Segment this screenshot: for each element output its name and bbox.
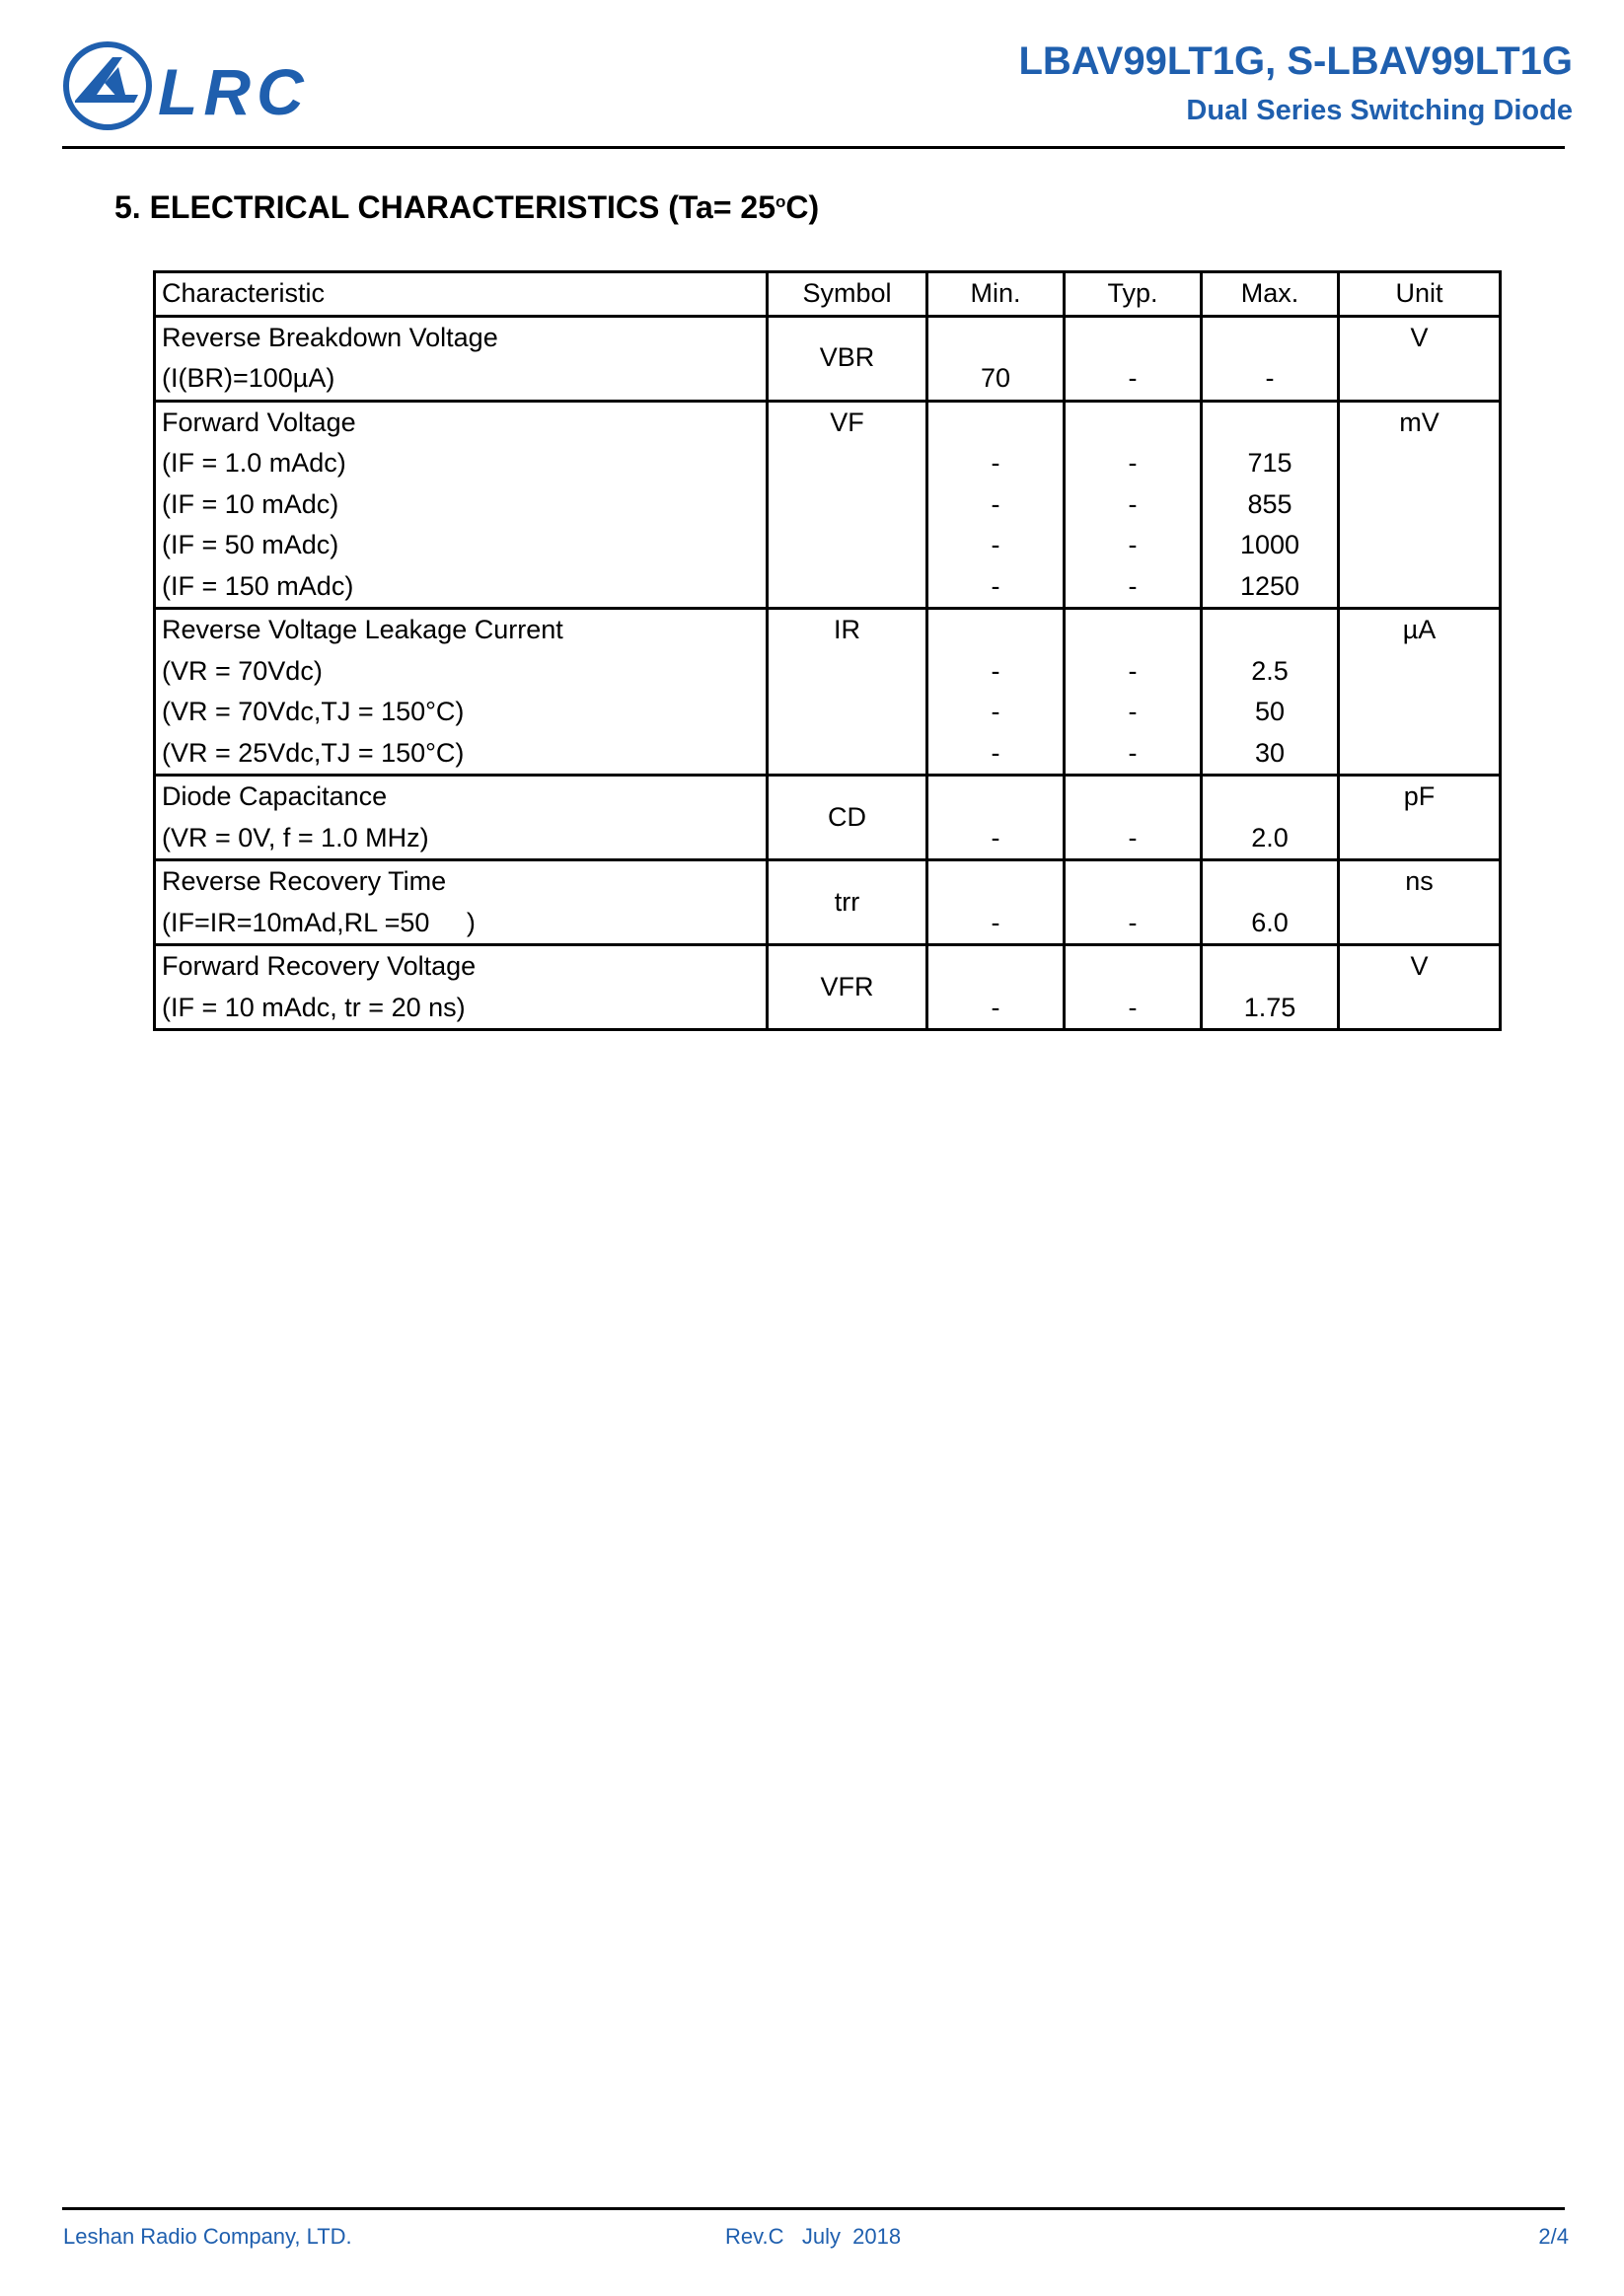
max-value (1203, 946, 1337, 988)
unit-cell (1339, 860, 1501, 945)
characteristic-cell (155, 860, 768, 945)
max-cell (1202, 945, 1339, 1030)
min-cell (927, 316, 1065, 401)
typ-value: - (1128, 822, 1138, 852)
table-row (155, 945, 1501, 1030)
unit-cell (1339, 316, 1501, 401)
min-value (928, 318, 1063, 359)
table-row (155, 860, 1501, 945)
min-value: - (991, 655, 1000, 686)
symbol-value: VFR (820, 971, 874, 1001)
min-value: - (991, 992, 1000, 1022)
symbol-value: IR (834, 615, 860, 644)
characteristic-label: Forward Voltage (162, 407, 356, 437)
max-value: 2.5 (1251, 655, 1289, 686)
footer-company: Leshan Radio Company, LTD. (63, 2224, 352, 2249)
characteristic-label: Reverse Breakdown Voltage (162, 322, 498, 352)
max-value: 855 (1247, 488, 1292, 519)
min-value (928, 861, 1063, 903)
min-value: - (991, 697, 1000, 726)
typ-value: - (1128, 655, 1138, 686)
typ-value (1066, 610, 1200, 651)
condition-label: (VR = 70Vdc) (162, 655, 323, 686)
typ-value (1066, 318, 1200, 359)
footer-page-number: 2/4 (1538, 2224, 1569, 2249)
symbol-cell (768, 609, 927, 776)
typ-cell (1065, 945, 1202, 1030)
characteristic-label: Reverse Recovery Time (162, 866, 447, 896)
condition-label: (IF = 10 mAdc) (162, 488, 339, 519)
symbol-value: CD (828, 801, 866, 832)
min-value: - (991, 530, 1000, 559)
max-value (1203, 861, 1337, 903)
max-value: 1000 (1239, 530, 1300, 559)
symbol-value: trr (834, 886, 860, 917)
min-value: - (991, 570, 1000, 601)
unit-cell (1339, 776, 1501, 860)
min-value: - (991, 907, 1000, 937)
min-cell (927, 401, 1065, 609)
min-value: - (991, 448, 1000, 478)
lrc-logo (61, 39, 328, 132)
characteristic-cell (155, 609, 768, 776)
characteristic-label: Forward Recovery Voltage (162, 951, 477, 981)
max-value: 715 (1247, 448, 1292, 478)
condition-label: (IF = 150 mAdc) (162, 570, 354, 601)
symbol-cell (768, 945, 927, 1030)
max-value: 2.0 (1251, 822, 1289, 852)
typ-value: - (1128, 530, 1138, 559)
unit-value: pF (1403, 781, 1436, 811)
min-value: - (991, 737, 1000, 768)
typ-cell (1065, 316, 1202, 401)
unit-value: V (1410, 951, 1429, 981)
column-header-typ: Typ. (1065, 272, 1202, 317)
min-value (928, 946, 1063, 988)
min-cell (927, 609, 1065, 776)
characteristic-cell (155, 401, 768, 609)
max-value: 6.0 (1251, 907, 1289, 937)
typ-value: - (1128, 363, 1138, 393)
min-cell (927, 776, 1065, 860)
condition-label: (VR = 70Vdc,TJ = 150°C) (162, 697, 465, 726)
unit-value: mV (1399, 407, 1439, 437)
table-header-row (155, 272, 1501, 317)
table-row (155, 776, 1501, 860)
condition-label: (I(BR)=100µA) (162, 363, 335, 393)
max-cell (1202, 609, 1339, 776)
column-header-unit: Unit (1339, 272, 1501, 317)
section-unit: C) (785, 189, 820, 225)
typ-cell (1065, 609, 1202, 776)
typ-value: - (1128, 488, 1138, 519)
column-header-max: Max. (1202, 272, 1339, 317)
column-header-min: Min. (927, 272, 1065, 317)
min-value: 70 (980, 363, 1011, 393)
table-row (155, 609, 1501, 776)
degree-mark: o (775, 192, 786, 212)
symbol-cell (768, 860, 927, 945)
min-value (928, 610, 1063, 651)
unit-cell (1339, 609, 1501, 776)
max-cell (1202, 860, 1339, 945)
max-value: - (1265, 363, 1275, 393)
column-header-symbol: Symbol (768, 272, 927, 317)
characteristic-cell (155, 945, 768, 1030)
column-header-characteristic: Characteristic (155, 272, 768, 317)
condition-label: (IF = 1.0 mAdc) (162, 448, 346, 478)
min-value (928, 777, 1063, 818)
max-value: 1.75 (1243, 992, 1296, 1022)
symbol-cell (768, 316, 927, 401)
min-value: - (991, 822, 1000, 852)
condition-label: (VR = 25Vdc,TJ = 150°C) (162, 737, 465, 768)
max-value: 1250 (1239, 570, 1300, 601)
section-title: 5. ELECTRICAL CHARACTERISTICS (Ta= 25 (114, 189, 776, 225)
symbol-cell (768, 401, 927, 609)
characteristic-cell (155, 316, 768, 401)
typ-value: - (1128, 570, 1138, 601)
header-divider (62, 146, 1565, 149)
unit-cell (1339, 401, 1501, 609)
unit-value: ns (1405, 866, 1434, 896)
max-value: 30 (1254, 737, 1286, 768)
condition-label: (IF = 10 mAdc, tr = 20 ns) (162, 992, 466, 1022)
typ-value: - (1128, 448, 1138, 478)
footer-divider (62, 2207, 1565, 2210)
max-value: 50 (1254, 697, 1286, 726)
typ-value (1066, 861, 1200, 903)
min-value (928, 403, 1063, 444)
characteristic-label: Reverse Voltage Leakage Current (162, 615, 563, 644)
section-heading (114, 189, 819, 226)
characteristic-label: Diode Capacitance (162, 781, 388, 811)
condition-label: (IF=IR=10mAd,RL =50 ) (162, 907, 476, 937)
max-cell (1202, 316, 1339, 401)
unit-value: µA (1402, 615, 1437, 644)
max-cell (1202, 401, 1339, 609)
typ-value (1066, 946, 1200, 988)
typ-value: - (1128, 697, 1138, 726)
document-subtitle: Dual Series Switching Diode (1186, 95, 1573, 126)
max-cell (1202, 776, 1339, 860)
min-value: - (991, 488, 1000, 519)
max-value (1203, 610, 1337, 651)
unit-value: V (1410, 322, 1429, 352)
max-value (1203, 777, 1337, 818)
table-row (155, 401, 1501, 609)
typ-value: - (1128, 992, 1138, 1022)
electrical-characteristics-table (153, 270, 1502, 1031)
typ-value: - (1128, 907, 1138, 937)
characteristic-cell (155, 776, 768, 860)
max-value (1203, 318, 1337, 359)
document-title: LBAV99LT1G, S-LBAV99LT1G (1018, 39, 1573, 83)
max-value (1203, 403, 1337, 444)
logo-wordmark: LRC (158, 55, 310, 128)
typ-cell (1065, 776, 1202, 860)
table-row (155, 316, 1501, 401)
symbol-value: VF (830, 407, 864, 437)
typ-cell (1065, 860, 1202, 945)
symbol-value: VBR (819, 342, 875, 373)
condition-label: (VR = 0V, f = 1.0 MHz) (162, 822, 429, 852)
unit-cell (1339, 945, 1501, 1030)
typ-cell (1065, 401, 1202, 609)
min-cell (927, 945, 1065, 1030)
typ-value (1066, 403, 1200, 444)
min-cell (927, 860, 1065, 945)
typ-value (1066, 777, 1200, 818)
condition-label: (IF = 50 mAdc) (162, 530, 339, 559)
typ-value: - (1128, 737, 1138, 768)
symbol-cell (768, 776, 927, 860)
footer-revision: Rev.C July 2018 (725, 2224, 902, 2249)
